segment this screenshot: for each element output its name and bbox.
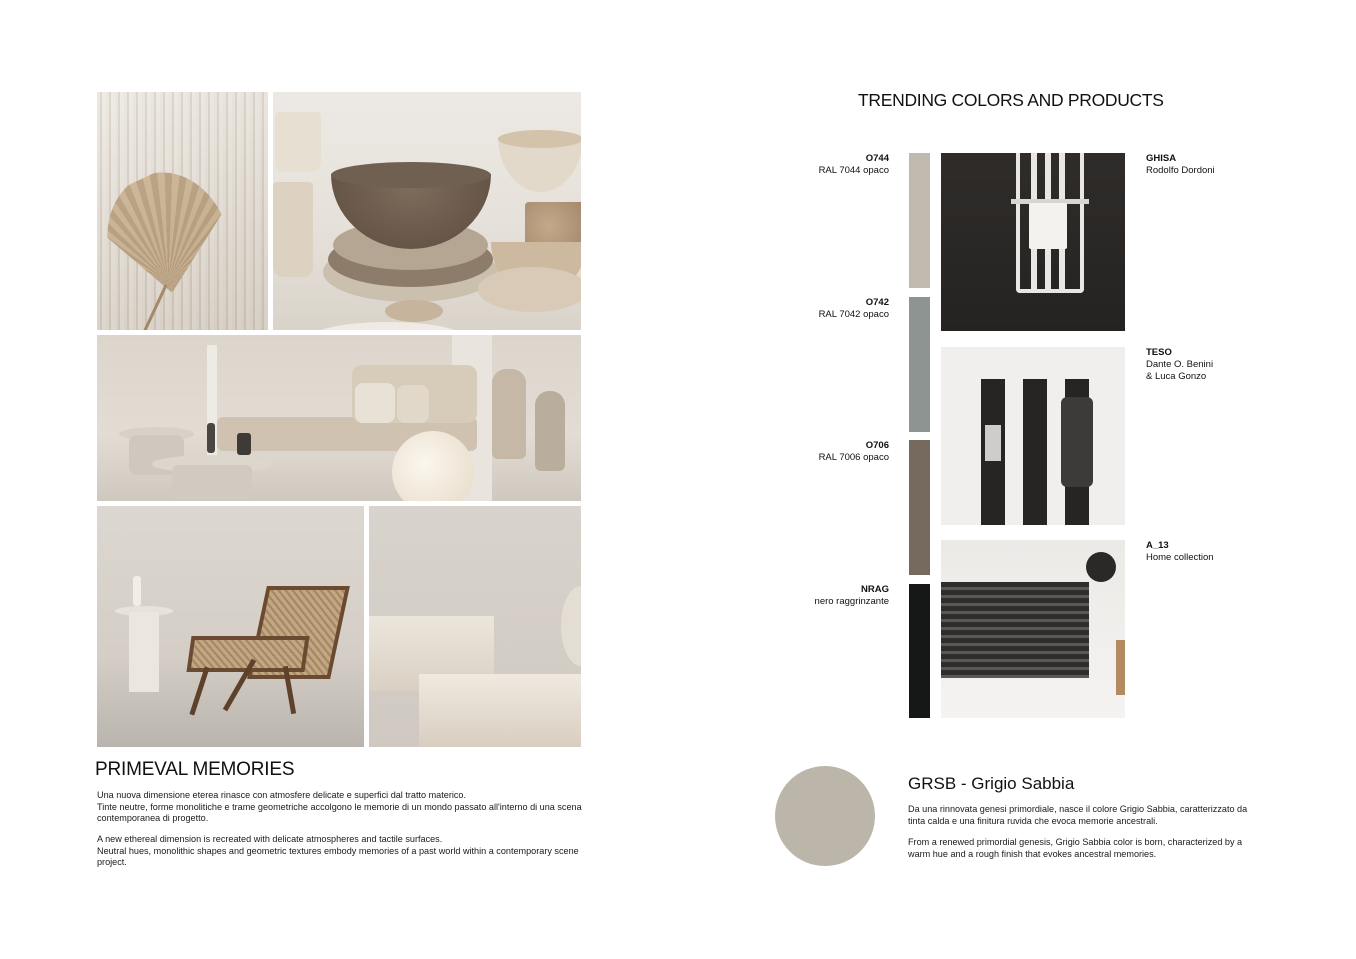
color-name: RAL 7044 opaco xyxy=(818,165,889,176)
swatch-o744 xyxy=(909,153,930,288)
product-label-teso xyxy=(1146,347,1213,383)
swatch-nrag xyxy=(909,584,930,718)
color-name: RAL 7042 opaco xyxy=(818,309,889,320)
color-code: O742 xyxy=(865,297,889,308)
palm-leaf-photo xyxy=(97,92,268,330)
product-code: TESO xyxy=(1146,347,1172,358)
product-code: A_13 xyxy=(1146,540,1169,551)
product-code: GHISA xyxy=(1146,153,1177,164)
ghisa-radiator-photo xyxy=(941,153,1125,331)
italian-line-1: Una nuova dimensione eterea rinasce con atmosfere delicate e superfici dal tratto materico. xyxy=(97,790,466,800)
color-label-o742 xyxy=(819,297,889,321)
color-label-o706 xyxy=(819,440,889,464)
living-room-photo xyxy=(97,335,581,501)
chair-photo xyxy=(97,506,364,747)
color-name: nero raggrinzante xyxy=(814,596,889,607)
stone-blocks-photo xyxy=(369,506,581,747)
featured-english: From a renewed primordial genesis, Grigio Sabbia color is born, characterized by a warm hue and a rough finish that evokes ancestral memories. xyxy=(908,837,1243,859)
english-line-2: Neutral hues, monolithic shapes and geometric textures embody memories of a past world within a contemporary scene project. xyxy=(97,845,579,868)
italian-line-2: Tinte neutre, forme monolitiche e trame geometriche accolgono le memorie di un mondo passato all'interno di una scena contemporanea di progetto. xyxy=(97,801,582,824)
product-label-a13 xyxy=(1146,540,1214,564)
english-line-1: A new ethereal dimension is recreated with delicate atmospheres and tactile surfaces. xyxy=(97,834,443,844)
color-name: RAL 7006 opaco xyxy=(818,452,889,463)
color-label-o744 xyxy=(819,153,889,177)
trending-title: TRENDING COLORS AND PRODUCTS xyxy=(858,90,1164,110)
ceramics-photo xyxy=(273,92,581,330)
product-designer-line-2: & Luca Gonzo xyxy=(1146,371,1207,382)
product-designer: Home collection xyxy=(1146,552,1214,563)
color-code: O744 xyxy=(865,153,889,164)
color-code: O706 xyxy=(865,440,889,451)
color-label-nrag xyxy=(815,584,889,608)
product-designer-line-1: Dante O. Benini xyxy=(1146,359,1214,370)
swatch-o706 xyxy=(909,440,930,575)
italian-description xyxy=(97,790,583,825)
color-code: NRAG xyxy=(861,584,889,595)
teso-radiator-photo xyxy=(941,347,1125,525)
swatch-o742 xyxy=(909,297,930,432)
grigio-sabbia-swatch xyxy=(775,766,875,866)
moodboard-title: PRIMEVAL MEMORIES xyxy=(95,759,295,780)
product-designer: Rodolfo Dordoni xyxy=(1146,165,1215,176)
featured-color-title: GRSB - Grigio Sabbia xyxy=(908,774,1075,793)
featured-italian: Da una rinnovata genesi primordiale, nasce il colore Grigio Sabbia, caratterizzato da tinta calda e una finitura ruvida che evoca memorie ancestrali. xyxy=(908,804,1248,826)
product-label-ghisa xyxy=(1146,153,1215,177)
a13-radiator-photo xyxy=(941,540,1125,718)
english-description xyxy=(97,834,583,869)
